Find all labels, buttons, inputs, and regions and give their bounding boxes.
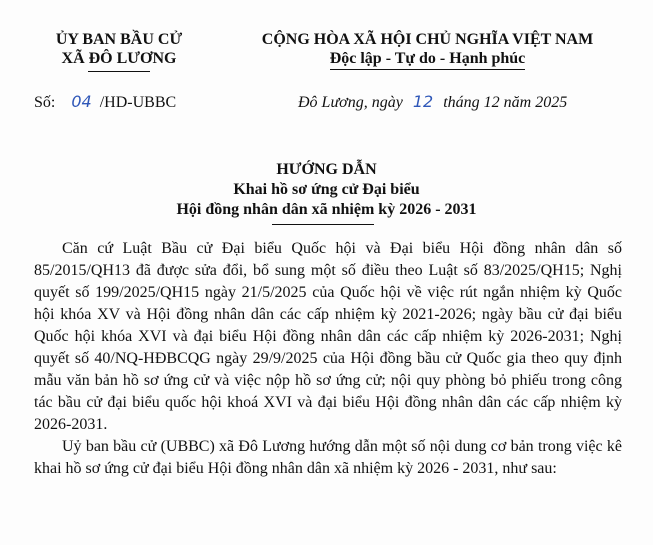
body-paragraph-2: Uỷ ban bầu cử (UBBC) xã Đô Lương hướng dẫn một số nội dung cơ bản trong việc kê khai hồ sơ ứng cử đại biểu Hội đồng nhân dân xã nhiệm kỳ 2026 - 2031, như sau: [34,438,622,477]
title-line2: Khai hồ sơ ứng cử Đại biểu [233,181,420,198]
doc-number-prefix: Số: [34,94,56,111]
org-name-line1: ỦY BAN BẦU CỬ [55,31,183,48]
place-date-part1: Đô Lương, ngày [298,94,403,111]
doc-number-handwritten: 04 [71,92,92,111]
place-date-part2: tháng 12 năm 2025 [443,94,568,111]
title-divider [272,224,374,225]
document-body [34,238,622,480]
date-day-handwritten: 12 [412,92,434,111]
place-and-date [298,92,567,113]
issuing-organization [34,30,204,72]
national-heading [230,30,625,70]
title-line3: Hội đồng nhân dân xã nhiệm kỳ 2026 - 2031 [176,201,477,218]
document-number [34,92,176,113]
nation-name: CỘNG HÒA XÃ HỘI CHỦ NGHĨA VIỆT NAM [261,31,594,48]
nation-motto: Độc lập - Tự do - Hạnh phúc [330,49,526,70]
document-title [0,160,653,220]
doc-number-suffix: /HD-UBBC [99,94,177,111]
title-line1: HƯỚNG DẪN [276,161,377,178]
body-paragraph-1: Căn cứ Luật Bầu cử Đại biểu Quốc hội và Đại biểu Hội đồng nhân dân số 85/2015/QH13 đã được sửa đổi, bổ sung một số điều theo Luật số 83/2025/QH15; Nghị quyết số 199/2025/QH15 ngày 21/5/2025 của Quốc hội về việc rút ngắn nhiệm kỳ Quốc hội khóa XV và Hội đồng nhân dân các cấp nhiệm kỳ 2021-2026; ngày bầu cử đại biểu Quốc hội khóa XVI và đại biểu Hội đồng nhân dân các cấp nhiệm kỳ 2026-2031; Nghị quyết số 40/NQ-HĐBCQG ngày 29/9/2025 của Hội đồng bầu cử Quốc gia theo quy định mẫu văn bản hồ sơ ứng cử và việc nộp hồ sơ ứng cử; nội quy phòng bỏ phiếu trong công tác bầu cử đại biểu quốc hội khoá XVI và đại biểu Hội đồng nhân dân các cấp nhiệm kỳ 2026-2031. [34,240,622,433]
org-divider [88,71,150,72]
org-name-line2: XÃ ĐÔ LƯƠNG [61,50,177,67]
